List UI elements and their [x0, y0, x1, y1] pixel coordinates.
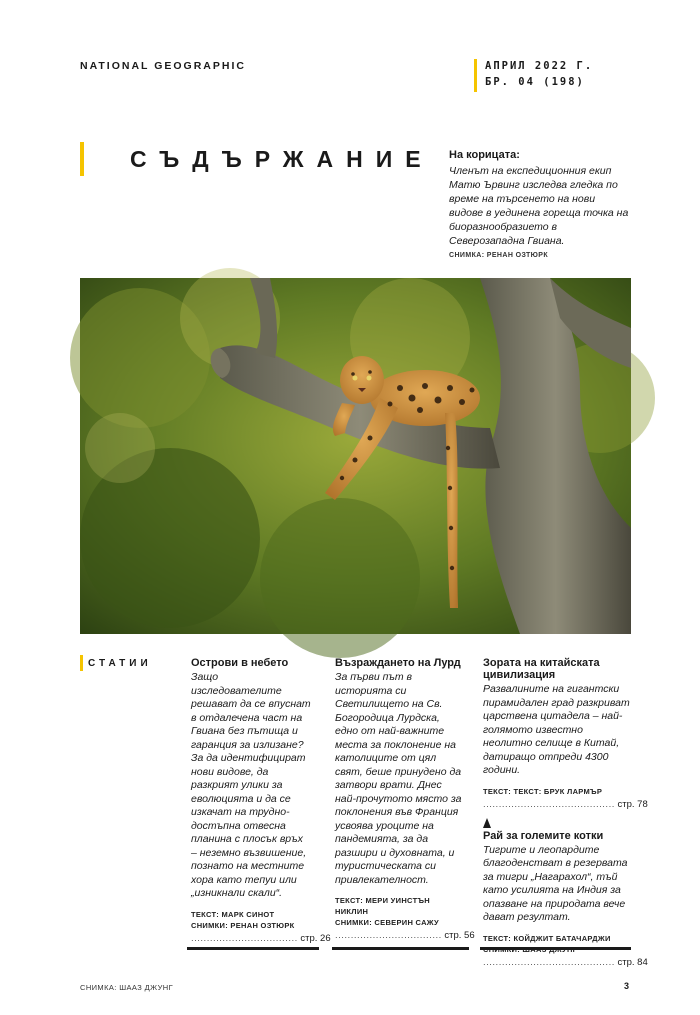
column-rule-1	[187, 947, 319, 950]
triangle-marker-icon	[483, 818, 491, 828]
issue-date: АПРИЛ 2022 Г.	[485, 60, 594, 72]
issue-info	[485, 58, 593, 90]
leader-dots: ..................................	[191, 932, 298, 944]
article-summary: Развалините на гигантски пирамидален град разкриват царствена цитадела – най-голямото известно неолитно селище в Китай, датиращо отпреди 4300 години.	[483, 683, 630, 776]
leader-dots: ..........................................	[483, 798, 615, 810]
footer-page-number: 3	[624, 981, 630, 991]
article-credit-text: ТЕКСТ: КОЙДЖИТ БАТАЧАРДЖИ	[483, 933, 611, 943]
article-page-ref[interactable]	[483, 956, 648, 968]
leopard-photo	[80, 278, 631, 634]
issue-number: БР. 04 (198)	[485, 76, 585, 88]
issue-accent-bar	[474, 59, 477, 92]
leader-dots: ..................................	[335, 930, 442, 941]
article-lourdes-revival[interactable]	[335, 657, 475, 941]
article-title[interactable]: Възраждането на Лурд	[335, 657, 461, 669]
article-credit-photos: СНИМКИ: СЕВЕРИН САЖУ	[335, 918, 440, 927]
footer-photo-credit: СНИМКА: ШААЗ ДЖУНГ	[80, 983, 174, 992]
page-number: стр. 78	[617, 798, 648, 810]
page-number: стр. 56	[444, 930, 475, 941]
column-rule-2	[332, 947, 469, 950]
article-big-cat-paradise[interactable]	[483, 818, 648, 968]
article-page-ref[interactable]	[191, 932, 331, 944]
leopard-in-tree-illustration	[80, 278, 631, 634]
article-page-ref[interactable]	[483, 798, 648, 810]
cover-photo-credit: СНИМКА: РЕНАН ОЗТЮРК	[449, 252, 549, 259]
page-number: стр. 84	[617, 956, 648, 968]
article-credit-text: ТЕКСТ: МАРК СИНОТ	[191, 909, 275, 919]
section-label: СТАТИИ	[88, 658, 152, 669]
article-credit-text: ТЕКСТ: МЕРИ УИНСТЪН НИКЛИН	[335, 896, 431, 916]
article-summary: За първи път в историята си Светилището на Св. Богородица Лурдска, едно от най-важните места за поклонение на католиците от цял свят, беше принудено да затвори врати. Днес най-прочутото място за поклонения във Франция усвоява уроците на пандемията, за да разшири и духовната, и туристическата си привлекателност.	[335, 671, 462, 886]
title-accent-bar	[80, 142, 84, 176]
page-title: СЪДЪРЖАНИЕ	[130, 146, 434, 172]
article-summary: Тигрите и леопардите благоденстват в резервата за тигри „Нагарахол“, тъй като усилията на Индия за опазване на природата вече дават резултат.	[483, 843, 628, 923]
section-accent-bar	[80, 655, 83, 671]
article-islands-in-the-sky[interactable]	[191, 657, 331, 944]
page-number: стр. 26	[300, 932, 331, 944]
cover-heading: На корицата:	[449, 149, 520, 161]
article-summary: Защо изследователите решават да се впуснат в отдалечена част на Гвиана без пътища и гаранция за излизане? За да идентифицират нови видове, да разкрият улики за еволюцията и да се изкачат на трудно-достъпна отвесна планина с плосък връх – неземно възвишение, познато на местните хора като тепуи или „изникнали скали“.	[191, 671, 311, 899]
article-credit-photos: СНИМКИ: РЕНАН ОЗТЮРК	[191, 920, 295, 930]
column-rule-3	[480, 947, 631, 950]
article-column-3	[483, 657, 648, 968]
cover-caption: Членът на експедиционния екип Матю Ървинг изследва гледка по време на търсенето на нови видове в уединена гореща точка на биоразнообразието в Северозападна Гвиана.	[449, 165, 629, 247]
masthead: NATIONAL GEOGRAPHIC	[80, 60, 246, 72]
article-title[interactable]: Зората на китайската цивилизация	[483, 657, 600, 681]
article-page-ref[interactable]	[335, 930, 475, 941]
article-title[interactable]: Рай за големите котки	[483, 829, 604, 842]
article-title[interactable]: Острови в небето	[191, 657, 289, 669]
article-dawn-of-chinese-civilization[interactable]	[483, 657, 648, 810]
article-credit-text: ТЕКСТ: ТЕКСТ: БРУК ЛАРМЪР	[483, 786, 603, 796]
leader-dots: ..........................................	[483, 956, 615, 968]
